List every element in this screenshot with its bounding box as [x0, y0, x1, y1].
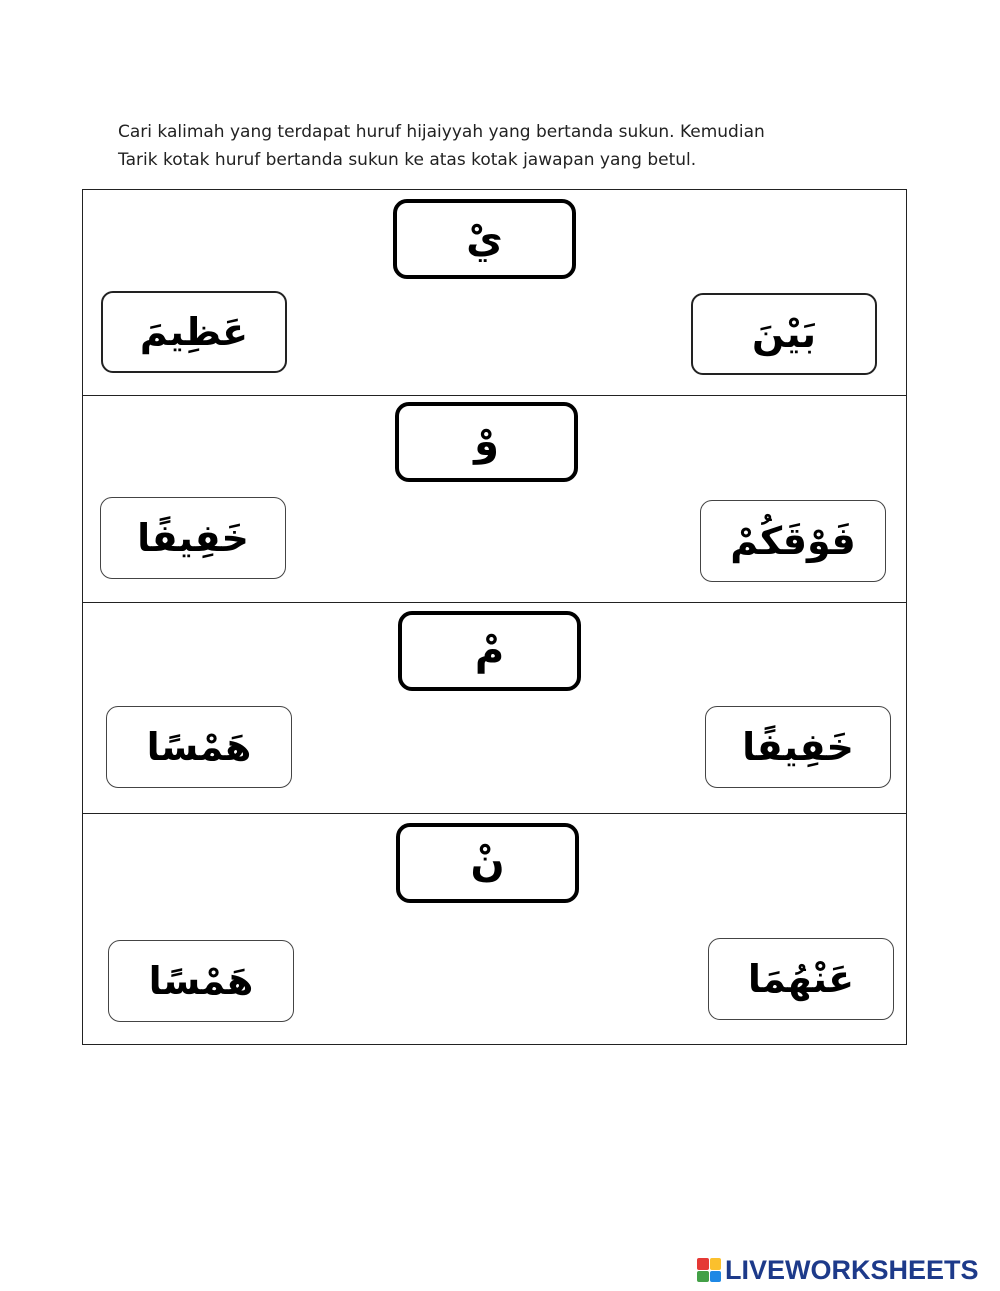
logo-blocks-icon: [697, 1258, 721, 1282]
liveworksheets-logo: [697, 1255, 979, 1285]
choice-right-4[interactable]: عَنْهُمَا: [708, 938, 894, 1020]
logo-block-green: [697, 1271, 709, 1283]
question-row-4: [83, 813, 906, 1044]
question-row-3: [83, 602, 906, 814]
choice-left-3[interactable]: هَمْسًا: [106, 706, 292, 788]
question-row-2: [83, 395, 906, 603]
drop-target-3[interactable]: مْ: [398, 611, 581, 691]
choice-right-1[interactable]: بَيْنَ: [691, 293, 877, 375]
logo-block-red: [697, 1258, 709, 1270]
choice-left-2[interactable]: خَفِيفًا: [100, 497, 286, 579]
logo-block-blue: [710, 1271, 722, 1283]
choice-right-3[interactable]: خَفِيفًا: [705, 706, 891, 788]
drop-target-1[interactable]: يْ: [393, 199, 576, 279]
instructions: [118, 118, 898, 174]
drop-target-2[interactable]: وْ: [395, 402, 578, 482]
question-row-1: [83, 190, 906, 395]
brand-name: LIVEWORKSHEETS: [725, 1254, 979, 1285]
instruction-line-1: Cari kalimah yang terdapat huruf hijaiyyah yang bertanda sukun. Kemudian: [118, 122, 765, 142]
choice-left-4[interactable]: هَمْسًا: [108, 940, 294, 1022]
choice-left-1[interactable]: عَظِيمَ: [101, 291, 287, 373]
choice-right-2[interactable]: فَوْقَكُمْ: [700, 500, 886, 582]
worksheet-grid: [82, 189, 907, 1045]
drop-target-4[interactable]: نْ: [396, 823, 579, 903]
logo-block-yellow: [710, 1258, 722, 1270]
instruction-line-2: Tarik kotak huruf bertanda sukun ke atas kotak jawapan yang betul.: [118, 150, 697, 170]
